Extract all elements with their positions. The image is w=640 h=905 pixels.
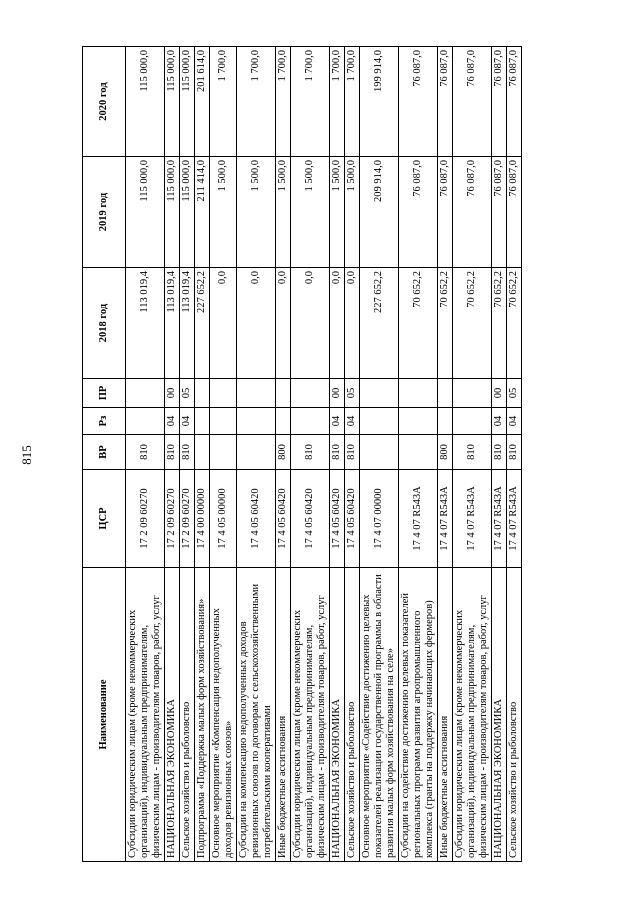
cell-name: Сельское хозяйство и рыболовство: [345, 568, 360, 862]
table-row: [291, 47, 330, 862]
cell-name: Субсидии юридическим лицам (кроме некоммерческих организаций), индивидуальным предпринимателям, физическим лицам - производителям товаров, работ, услуг: [453, 568, 492, 862]
column-header-pr: ПР: [83, 379, 126, 408]
cell-vr: 810: [345, 435, 360, 470]
cell-pr: [126, 379, 165, 408]
cell-2020: 76 087,0: [453, 47, 492, 157]
cell-rz: 04: [180, 408, 195, 435]
cell-2018: 0,0: [330, 268, 345, 379]
cell-name: Иные бюджетные ассигнования: [438, 568, 453, 862]
cell-name: Основное мероприятие «Компенсация недополученных доходов ревизионных союзов»: [210, 568, 237, 862]
cell-name: Субсидии на содействие достижению целевых показателей региональных программ развития агропромышленного комплекса (гранты на поддержку начинающих фермеров): [399, 568, 438, 862]
table-row: [507, 47, 522, 862]
table-row: [453, 47, 492, 862]
table-row: [438, 47, 453, 862]
cell-vr: 800: [276, 435, 291, 470]
cell-2020: 1 700,0: [330, 47, 345, 157]
cell-2020: 1 700,0: [291, 47, 330, 157]
table-row: [210, 47, 237, 862]
cell-2019: 76 087,0: [453, 157, 492, 268]
table-row: [237, 47, 276, 862]
cell-vr: 810: [291, 435, 330, 470]
cell-csr: 17 2 09 60270: [180, 470, 195, 568]
cell-pr: [438, 379, 453, 408]
cell-name: Субсидии юридическим лицам (кроме некоммерческих организаций), индивидуальным предпринимателям, физическим лицам - производителям товаров, работ, услуг: [291, 568, 330, 862]
cell-rz: [399, 408, 438, 435]
cell-2019: 1 500,0: [276, 157, 291, 268]
cell-2018: 70 652,2: [492, 268, 507, 379]
cell-rz: 04: [507, 408, 522, 435]
cell-pr: [237, 379, 276, 408]
cell-2020: 1 700,0: [210, 47, 237, 157]
cell-csr: 17 4 07 00000: [360, 470, 399, 568]
cell-pr: [453, 379, 492, 408]
cell-rz: 04: [345, 408, 360, 435]
cell-csr: 17 4 05 00000: [210, 470, 237, 568]
column-header-2018: 2018 год: [83, 268, 126, 379]
cell-2020: 115 000,0: [165, 47, 180, 157]
cell-2018: 70 652,2: [399, 268, 438, 379]
cell-name: Субсидии юридическим лицам (кроме некоммерческих организаций), индивидуальным предпринимателям, физическим лицам - производителям товаров, работ, услуг: [126, 568, 165, 862]
cell-csr: 17 4 05 60420: [345, 470, 360, 568]
rotated-table-container: [82, 47, 540, 862]
cell-2018: 227 652,2: [195, 268, 210, 379]
cell-csr: 17 4 05 60420: [330, 470, 345, 568]
cell-pr: 00: [165, 379, 180, 408]
column-header-csr: ЦСР: [83, 470, 126, 568]
cell-vr: [399, 435, 438, 470]
cell-pr: [360, 379, 399, 408]
cell-2019: 211 414,0: [195, 157, 210, 268]
table-row: [399, 47, 438, 862]
cell-2020: 1 700,0: [276, 47, 291, 157]
cell-2020: 1 700,0: [345, 47, 360, 157]
cell-2019: 1 500,0: [237, 157, 276, 268]
cell-csr: 17 4 00 00000: [195, 470, 210, 568]
cell-pr: [291, 379, 330, 408]
cell-pr: 00: [330, 379, 345, 408]
cell-rz: [237, 408, 276, 435]
cell-csr: 17 4 07 R543A: [399, 470, 438, 568]
cell-rz: [126, 408, 165, 435]
cell-2019: 1 500,0: [330, 157, 345, 268]
cell-name: НАЦИОНАЛЬНАЯ ЭКОНОМИКА: [165, 568, 180, 862]
table-row: [345, 47, 360, 862]
cell-vr: 800: [438, 435, 453, 470]
cell-name: Сельское хозяйство и рыболовство: [180, 568, 195, 862]
cell-vr: 810: [507, 435, 522, 470]
cell-name: Сельское хозяйство и рыболовство: [507, 568, 522, 862]
cell-name: Иные бюджетные ассигнования: [276, 568, 291, 862]
cell-rz: [276, 408, 291, 435]
cell-rz: 04: [165, 408, 180, 435]
cell-pr: 05: [345, 379, 360, 408]
cell-2018: 70 652,2: [453, 268, 492, 379]
cell-2020: 76 087,0: [399, 47, 438, 157]
cell-2018: 0,0: [291, 268, 330, 379]
cell-2019: 209 914,0: [360, 157, 399, 268]
cell-csr: 17 4 07 R543A: [438, 470, 453, 568]
table-row: [126, 47, 165, 862]
cell-name: Основное мероприятие «Содействие достижению целевых показателей реализации государственной программы в области развития малых форм хозяйствования на селе»: [360, 568, 399, 862]
cell-vr: 810: [330, 435, 345, 470]
cell-2019: 76 087,0: [492, 157, 507, 268]
cell-rz: 04: [330, 408, 345, 435]
cell-2020: 76 087,0: [492, 47, 507, 157]
cell-2020: 76 087,0: [438, 47, 453, 157]
cell-name: НАЦИОНАЛЬНАЯ ЭКОНОМИКА: [492, 568, 507, 862]
cell-rz: [360, 408, 399, 435]
cell-2018: 0,0: [210, 268, 237, 379]
cell-2019: 1 500,0: [210, 157, 237, 268]
column-header-vr: ВР: [83, 435, 126, 470]
table-row: [165, 47, 180, 862]
cell-2018: 113 019,4: [126, 268, 165, 379]
cell-2019: 1 500,0: [345, 157, 360, 268]
cell-csr: 17 2 09 60270: [126, 470, 165, 568]
cell-2020: 115 000,0: [180, 47, 195, 157]
cell-2020: 1 700,0: [237, 47, 276, 157]
page-number: 815: [19, 445, 34, 465]
column-header-2019: 2019 год: [83, 157, 126, 268]
table-row: [330, 47, 345, 862]
cell-vr: 810: [126, 435, 165, 470]
column-header-rz: Рз: [83, 408, 126, 435]
cell-2020: 199 914,0: [360, 47, 399, 157]
cell-rz: 04: [492, 408, 507, 435]
cell-2020: 201 614,0: [195, 47, 210, 157]
cell-vr: 810: [492, 435, 507, 470]
cell-2018: 113 019,4: [165, 268, 180, 379]
cell-2018: 70 652,2: [507, 268, 522, 379]
cell-rz: [210, 408, 237, 435]
column-header-2020: 2020 год: [83, 47, 126, 157]
cell-2019: 1 500,0: [291, 157, 330, 268]
cell-2019: 76 087,0: [507, 157, 522, 268]
cell-2019: 115 000,0: [165, 157, 180, 268]
cell-csr: 17 4 07 R543A: [507, 470, 522, 568]
cell-2020: 76 087,0: [507, 47, 522, 157]
cell-csr: 17 2 09 60270: [165, 470, 180, 568]
cell-vr: [360, 435, 399, 470]
table-row: [195, 47, 210, 862]
cell-vr: 810: [165, 435, 180, 470]
cell-pr: 05: [507, 379, 522, 408]
table-row: [492, 47, 507, 862]
cell-pr: 05: [180, 379, 195, 408]
cell-2019: 115 000,0: [126, 157, 165, 268]
cell-vr: [237, 435, 276, 470]
cell-vr: [195, 435, 210, 470]
table-row: [180, 47, 195, 862]
cell-name: НАЦИОНАЛЬНАЯ ЭКОНОМИКА: [330, 568, 345, 862]
cell-2018: 0,0: [237, 268, 276, 379]
cell-2019: 76 087,0: [438, 157, 453, 268]
cell-pr: [276, 379, 291, 408]
cell-2019: 76 087,0: [399, 157, 438, 268]
cell-csr: 17 4 05 60420: [276, 470, 291, 568]
cell-vr: 810: [180, 435, 195, 470]
cell-2018: 227 652,2: [360, 268, 399, 379]
cell-2018: 0,0: [345, 268, 360, 379]
cell-name: Подпрограмма «Поддержка малых форм хозяйствования»: [195, 568, 210, 862]
cell-vr: 810: [453, 435, 492, 470]
cell-vr: [210, 435, 237, 470]
table-body: [126, 47, 522, 862]
cell-csr: 17 4 07 R543A: [492, 470, 507, 568]
table-row: [360, 47, 399, 862]
cell-2018: 113 019,4: [180, 268, 195, 379]
table-row: [276, 47, 291, 862]
cell-rz: [438, 408, 453, 435]
cell-pr: [210, 379, 237, 408]
cell-pr: [399, 379, 438, 408]
cell-rz: [453, 408, 492, 435]
budget-table: [82, 46, 522, 862]
cell-csr: 17 4 05 60420: [291, 470, 330, 568]
cell-2020: 115 000,0: [126, 47, 165, 157]
cell-name: Субсидии на компенсацию недополученных доходов ревизионных союзов по договорам с сельскохозяйственными потребительскими кооперативами: [237, 568, 276, 862]
cell-pr: 00: [492, 379, 507, 408]
cell-2019: 115 000,0: [180, 157, 195, 268]
cell-2018: 0,0: [276, 268, 291, 379]
cell-rz: [195, 408, 210, 435]
cell-pr: [195, 379, 210, 408]
cell-csr: 17 4 07 R543A: [453, 470, 492, 568]
cell-2018: 70 652,2: [438, 268, 453, 379]
column-header-name: Наименование: [83, 568, 126, 862]
table-header-row: [83, 47, 126, 862]
cell-csr: 17 4 05 60420: [237, 470, 276, 568]
cell-rz: [291, 408, 330, 435]
